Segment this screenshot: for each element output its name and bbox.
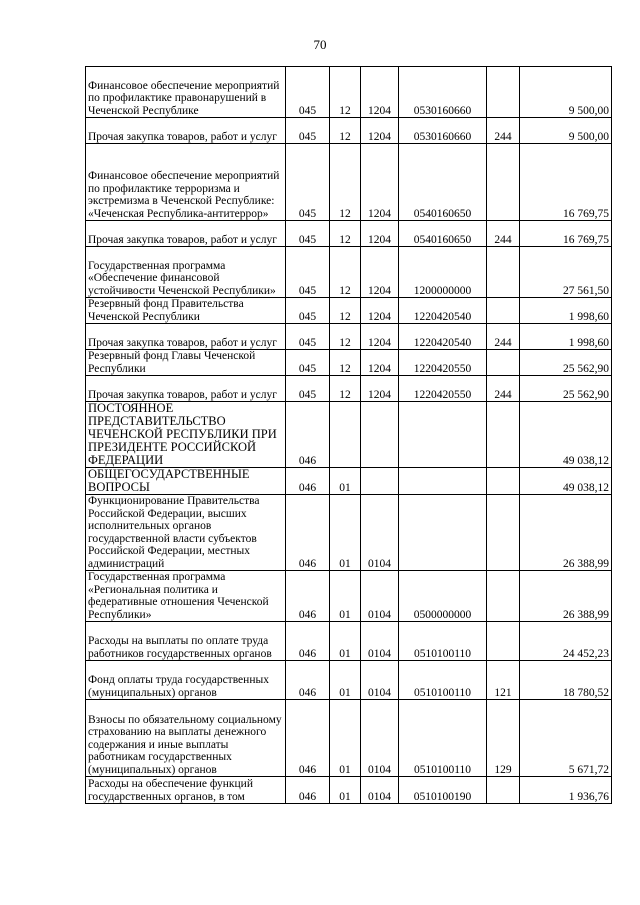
row-sum: 25 562,90: [520, 376, 612, 402]
row-name: Государственная программа «Обеспечение финансовой устойчивости Чеченской Республики»: [86, 247, 286, 298]
row-rz: 12: [330, 350, 361, 376]
row-sum: 1 998,60: [520, 298, 612, 324]
row-vr: [487, 247, 520, 298]
row-sum: 9 500,00: [520, 67, 612, 118]
row-rz: 01: [330, 495, 361, 571]
row-pr: 0104: [361, 700, 399, 777]
row-sum: 26 388,99: [520, 495, 612, 571]
table-row: [86, 571, 612, 622]
row-pr: 0104: [361, 622, 399, 661]
row-sum: 16 769,75: [520, 221, 612, 247]
row-rz: 12: [330, 376, 361, 402]
row-ved: 046: [286, 468, 330, 495]
row-vr: [487, 571, 520, 622]
row-rz: 12: [330, 247, 361, 298]
row-vr: 244: [487, 221, 520, 247]
row-vr: 244: [487, 376, 520, 402]
row-ved: 045: [286, 350, 330, 376]
row-csr: 1220420540: [399, 298, 487, 324]
budget-table: [85, 66, 612, 804]
row-sum: 49 038,12: [520, 402, 612, 468]
budget-table-body: [86, 67, 612, 804]
row-rz: 12: [330, 324, 361, 350]
row-sum: 49 038,12: [520, 468, 612, 495]
row-pr: 0104: [361, 495, 399, 571]
row-rz: 01: [330, 622, 361, 661]
row-name: Взносы по обязательному социальному страхованию на выплаты денежного содержания и иные выплаты работникам государственных (муниципальных) органов: [86, 700, 286, 777]
row-ved: 045: [286, 221, 330, 247]
row-rz: 01: [330, 700, 361, 777]
row-pr: 1204: [361, 324, 399, 350]
table-row: [86, 247, 612, 298]
row-csr: 0510100110: [399, 622, 487, 661]
row-csr: 0510100110: [399, 661, 487, 700]
table-row: [86, 468, 612, 495]
row-ved: 045: [286, 376, 330, 402]
row-ved: 046: [286, 495, 330, 571]
table-row: [86, 67, 612, 118]
table-row: [86, 622, 612, 661]
row-pr: 1204: [361, 350, 399, 376]
row-pr: 1204: [361, 298, 399, 324]
row-csr: [399, 468, 487, 495]
row-rz: [330, 402, 361, 468]
row-rz: 01: [330, 468, 361, 495]
row-pr: 1204: [361, 221, 399, 247]
row-ved: 046: [286, 661, 330, 700]
row-vr: [487, 622, 520, 661]
row-rz: 12: [330, 118, 361, 144]
row-pr: 1204: [361, 376, 399, 402]
row-sum: 16 769,75: [520, 144, 612, 221]
row-pr: [361, 468, 399, 495]
row-sum: 5 671,72: [520, 700, 612, 777]
row-rz: 12: [330, 144, 361, 221]
table-row: [86, 495, 612, 571]
row-name: ПОСТОЯННОЕ ПРЕДСТАВИТЕЛЬСТВО ЧЕЧЕНСКОЙ РЕСПУБЛИКИ ПРИ ПРЕЗИДЕНТЕ РОССИЙСКОЙ ФЕДЕРАЦИИ: [86, 402, 286, 468]
row-csr: 0510100110: [399, 700, 487, 777]
table-row: [86, 144, 612, 221]
row-pr: 1204: [361, 247, 399, 298]
row-csr: 0530160660: [399, 118, 487, 144]
row-name: Резервный фонд Главы Чеченской Республики: [86, 350, 286, 376]
row-vr: 121: [487, 661, 520, 700]
row-csr: [399, 495, 487, 571]
row-ved: 045: [286, 298, 330, 324]
row-ved: 045: [286, 324, 330, 350]
row-vr: [487, 67, 520, 118]
row-ved: 046: [286, 700, 330, 777]
row-pr: 0104: [361, 571, 399, 622]
row-ved: 046: [286, 777, 330, 804]
row-csr: 1220420550: [399, 350, 487, 376]
table-row: [86, 221, 612, 247]
table-row: [86, 298, 612, 324]
row-vr: [487, 468, 520, 495]
table-row: [86, 350, 612, 376]
row-pr: 1204: [361, 67, 399, 118]
table-row: [86, 402, 612, 468]
row-sum: 27 561,50: [520, 247, 612, 298]
row-pr: 1204: [361, 118, 399, 144]
row-ved: 045: [286, 247, 330, 298]
row-pr: 1204: [361, 144, 399, 221]
table-row: [86, 118, 612, 144]
row-ved: 046: [286, 571, 330, 622]
row-pr: [361, 402, 399, 468]
row-rz: 12: [330, 67, 361, 118]
row-sum: 18 780,52: [520, 661, 612, 700]
row-vr: 129: [487, 700, 520, 777]
row-csr: 1220420550: [399, 376, 487, 402]
row-pr: 0104: [361, 661, 399, 700]
row-name: Финансовое обеспечение мероприятий по профилактике терроризма и экстремизма в Чеченской Республике: «Чеченская Республика-антитеррор»: [86, 144, 286, 221]
row-rz: 01: [330, 661, 361, 700]
row-vr: [487, 777, 520, 804]
row-pr: 0104: [361, 777, 399, 804]
row-sum: 1 998,60: [520, 324, 612, 350]
row-vr: 244: [487, 118, 520, 144]
row-name: Прочая закупка товаров, работ и услуг: [86, 324, 286, 350]
row-vr: [487, 298, 520, 324]
row-vr: [487, 495, 520, 571]
row-rz: 12: [330, 221, 361, 247]
row-sum: 26 388,99: [520, 571, 612, 622]
table-row: [86, 700, 612, 777]
row-vr: [487, 402, 520, 468]
row-vr: 244: [487, 324, 520, 350]
row-name: ОБЩЕГОСУДАРСТВЕННЫЕ ВОПРОСЫ: [86, 468, 286, 495]
row-sum: 25 562,90: [520, 350, 612, 376]
row-sum: 9 500,00: [520, 118, 612, 144]
row-name: Расходы на выплаты по оплате труда работников государственных органов: [86, 622, 286, 661]
row-rz: 01: [330, 571, 361, 622]
row-csr: 0540160650: [399, 221, 487, 247]
table-row: [86, 777, 612, 804]
row-rz: 12: [330, 298, 361, 324]
table-row: [86, 324, 612, 350]
row-vr: [487, 350, 520, 376]
row-csr: 0500000000: [399, 571, 487, 622]
row-name: Фонд оплаты труда государственных (муниципальных) органов: [86, 661, 286, 700]
row-name: Финансовое обеспечение мероприятий по профилактике правонарушений в Чеченской Республике: [86, 67, 286, 118]
row-name: Расходы на обеспечение функций государственных органов, в том: [86, 777, 286, 804]
row-csr: 1220420540: [399, 324, 487, 350]
row-sum: 24 452,23: [520, 622, 612, 661]
row-rz: 01: [330, 777, 361, 804]
row-ved: 046: [286, 402, 330, 468]
row-name: Функционирование Правительства Российской Федерации, высших исполнительных органов государственной власти субъектов Российской Федерации, местных администраций: [86, 495, 286, 571]
row-name: Государственная программа «Региональная политика и федеративные отношения Чеченской Республики»: [86, 571, 286, 622]
row-ved: 045: [286, 144, 330, 221]
row-name: Прочая закупка товаров, работ и услуг: [86, 376, 286, 402]
row-ved: 045: [286, 67, 330, 118]
row-sum: 1 936,76: [520, 777, 612, 804]
row-ved: 046: [286, 622, 330, 661]
page-number: 70: [313, 37, 327, 52]
row-csr: 0530160660: [399, 67, 487, 118]
row-vr: [487, 144, 520, 221]
row-csr: 0510100190: [399, 777, 487, 804]
row-csr: [399, 402, 487, 468]
row-name: Резервный фонд Правительства Чеченской Республики: [86, 298, 286, 324]
row-name: Прочая закупка товаров, работ и услуг: [86, 221, 286, 247]
row-ved: 045: [286, 118, 330, 144]
row-name: Прочая закупка товаров, работ и услуг: [86, 118, 286, 144]
table-row: [86, 376, 612, 402]
row-csr: 1200000000: [399, 247, 487, 298]
row-csr: 0540160650: [399, 144, 487, 221]
table-row: [86, 661, 612, 700]
